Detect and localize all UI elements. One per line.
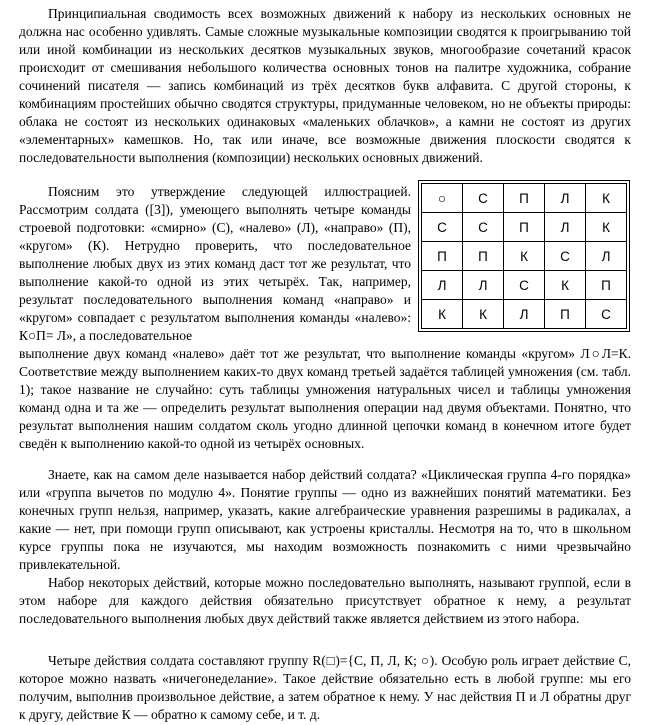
paragraph-soldier-part1: Поясним это утверждение следующей иллюстрацией. Рассмотрим солдата ([3]), умеющего выполнять четыре команды строевой подготовки: «смирно» (С), «налево» (Л), «направо» (П), «кругом» (К). Нетрудно проверить, что последовательное выполнение любых двух из этих команд даст тот же результат, что выполнение какой-то одной из этих четырёх. Так, например, результат последовательного выполнения команд «направо» и «кругом» совпадает с результатом выполнения команды «налево»: К○П= Л», а последовательное: [19, 184, 411, 343]
table-row: [422, 213, 627, 242]
table-cell: К: [463, 300, 504, 329]
table-cell: П: [545, 300, 586, 329]
table-cell: Л: [545, 184, 586, 213]
table-cell: П: [586, 271, 627, 300]
paragraph-soldier-group: Четыре действия солдата составляют группу R(□)={С, П, Л, К; ○). Особую роль играет действие С, которое можно назвать «ничегонеделание». Такое действие обязательно есть в любой группе: мы его получим, выполнив произвольное действие, а затем обратное к нему. У нас действия П и Л обратны друг к другу, действие К — обратно к самому себе, и т. д.: [19, 653, 631, 722]
table-cell: Л: [586, 242, 627, 271]
table-cell: П: [504, 184, 545, 213]
paragraph-group-name: Знаете, как на самом деле называется набор действий солдата? «Циклическая группа 4-го порядка» или «группа вычетов по модулю 4». Понятие группы — одно из важнейших понятий математики. Без конечных групп нельзя, например, указать, какие алгебраические уравнения разрешимы в радикалах, а какие — нет, при помощи групп описывают, как устроены кристаллы. Несмотря на то, что в школьном курсе группы пока не изучаются, мы находим возможность познакомить с ними чрезвычайно привлекательной.: [19, 467, 631, 572]
multiplication-table: [421, 183, 627, 329]
table-cell: П: [504, 213, 545, 242]
table-cell: Л: [504, 300, 545, 329]
table-row: [422, 242, 627, 271]
table-cell: К: [586, 184, 627, 213]
paragraph-intro: Принципиальная сводимость всех возможных движений к набору из нескольких основных не должна нас особенно удивлять. Самые сложные музыкальные композиции сводятся к проигрыванию той или иной комбинации из нескольких десятков музыкальных звуков, многообразие сочетаний красок происходит от смешивания небольшого количества основных тонов на палитре художника, собрание сочинений писателя — запись комбинаций из трёх десятков букв алфавита. С другой стороны, к комбинациям простейших обычно сводятся структуры, придуманные человеком, но не объекты природы: облака не состоят из нескольких одинаковых «маленьких облачков», а камни не состоят из других «элементарных» камешков. Но, так или иначе, все возможные движения плоскости сводятся к последовательности выполнения (композиции) нескольких основных движений.: [19, 6, 631, 165]
table-cell: К: [586, 213, 627, 242]
table-cell: С: [422, 213, 463, 242]
paragraph-soldier-part2: выполнение двух команд «налево» даёт тот же результат, что выполнение команды «кругом» Л○Л=К. Соответствие между выполнением каких-то двух команд третьей задаётся таблицей умножения (см. табл. 1); такое название не случайно: суть таблицы умножения натуральных чисел и таблицы умножения команд одна и та же — определить результат выполнения операции над двумя объектами. Понятно, что результат выполнения нашим солдатом сколь угодно длинной цепочки команд в конечном итоге будет сведён к выполнению какой-то одной из четырёх основных.: [19, 346, 631, 451]
table-cell: С: [504, 271, 545, 300]
table-cell: С: [463, 184, 504, 213]
paragraph-group-definition: Набор некоторых действий, которые можно последовательно выполнять, называют группой, если в этом наборе для каждого действия обязательно присутствует обратное к нему, а результат последовательного выполнения любых двух действий также является действием из этого набора.: [19, 575, 631, 626]
table-cell: С: [545, 242, 586, 271]
table-cell: С: [463, 213, 504, 242]
table-cell: К: [422, 300, 463, 329]
table-cell: Л: [422, 271, 463, 300]
table-row: [422, 184, 627, 213]
table-cell: С: [586, 300, 627, 329]
table-cell: П: [463, 242, 504, 271]
table-cell: П: [422, 242, 463, 271]
table-row: [422, 300, 627, 329]
table-cell: ○: [422, 184, 463, 213]
table-cell: Л: [545, 213, 586, 242]
table-cell: К: [504, 242, 545, 271]
table-cell: К: [545, 271, 586, 300]
table-row: [422, 271, 627, 300]
table-cell: Л: [463, 271, 504, 300]
